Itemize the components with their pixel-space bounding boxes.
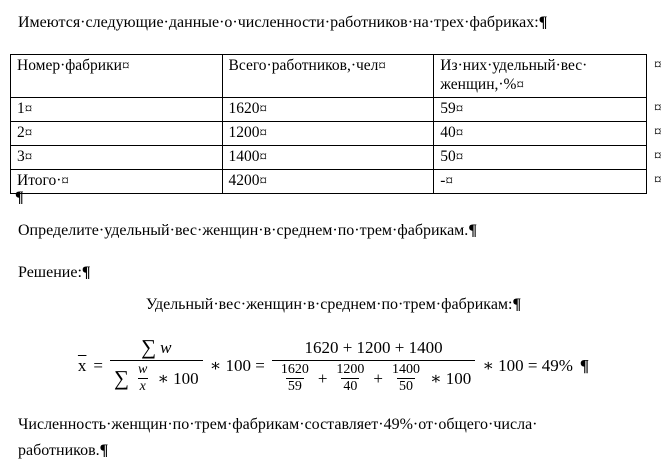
pilcrow-mark: ¶	[538, 14, 548, 31]
cell-end-mark: ¤	[259, 173, 268, 189]
times-100-equals: ∗ 100 =	[209, 356, 265, 376]
header-text-line1: Из·них·удельный·вес·	[440, 57, 588, 74]
cell-total-workers	[222, 98, 434, 122]
numeric-fraction	[272, 337, 476, 394]
fraction-numerator: 1400	[392, 361, 420, 377]
cell-text: 3	[17, 148, 25, 165]
row-end-symbol: ¤	[654, 123, 662, 140]
fraction-denominator: 40	[343, 378, 358, 394]
table-header-row	[11, 55, 667, 98]
pilcrow-mark: ¶	[468, 222, 477, 239]
fraction-numerator: 1620	[280, 361, 309, 377]
cell-text: 1	[17, 100, 25, 117]
header-cell-factory-number	[11, 55, 223, 98]
header-cell-women-share	[434, 55, 647, 98]
pilcrow-mark: ¶	[81, 264, 91, 281]
cell-factory-number	[11, 146, 223, 170]
table-row-factory-1	[11, 98, 667, 122]
row-end-symbol: ¤	[654, 147, 662, 164]
fraction-1400-50	[390, 362, 422, 395]
workers-table-container	[10, 54, 667, 194]
cell-end-mark: ¤	[445, 173, 453, 189]
row-end-mark	[647, 98, 667, 122]
header-text-line2: женщин,·%	[440, 76, 517, 93]
cell-end-mark: ¤	[516, 77, 524, 93]
conclusion-line1: Численность·женщин·по·трем·фабрикам·составляет·49%·от·общего·числа·	[18, 416, 538, 433]
plus-sign: +	[373, 368, 383, 388]
conclusion-paragraph	[18, 412, 538, 464]
header-text: Всего·работников,·чел	[228, 57, 379, 74]
row-end-symbol: ¤	[654, 56, 662, 73]
cell-end-mark: ¤	[259, 149, 268, 165]
cell-women-share	[434, 98, 647, 122]
workers-table	[10, 54, 667, 194]
solution-label-text: Решение:	[18, 264, 82, 281]
symbolic-fraction	[110, 337, 203, 394]
conclusion-line2: работников.	[18, 442, 100, 459]
pilcrow-mark: ¶	[99, 442, 109, 459]
cell-end-mark: ¤	[259, 101, 268, 117]
formula	[0, 329, 667, 403]
fraction-1620-59	[279, 362, 311, 395]
sum-icon: ∑	[114, 365, 129, 390]
intro-paragraph	[18, 13, 547, 32]
cell-text: 40	[440, 124, 456, 141]
cell-text: 1620	[228, 100, 260, 117]
table-row-factory-3	[11, 146, 667, 170]
var-w: w	[138, 361, 148, 377]
fraction-numerator: 1200	[336, 361, 365, 377]
cell-factory-number	[11, 98, 223, 122]
cell-text: 59	[440, 100, 456, 117]
cell-total-workers	[222, 146, 434, 170]
solution-label-paragraph	[18, 263, 91, 282]
row-end-mark	[647, 122, 667, 146]
header-cell-total-workers	[222, 55, 434, 98]
fraction-1200-40	[334, 362, 366, 395]
solution-heading-text: Удельный·вес·женщин·в·среднем·по·трем·фабрикам:	[145, 296, 513, 313]
task-paragraph	[18, 221, 477, 240]
times-100: ∗ 100	[430, 368, 472, 388]
task-text: Определите·удельный·вес·женщин·в·среднем·по·трем·фабрикам.	[18, 222, 469, 239]
cell-total-workers	[222, 170, 434, 194]
cell-women-share	[434, 122, 647, 146]
cell-text: 1200	[228, 124, 260, 141]
w-over-x-fraction	[136, 362, 149, 395]
symbolic-denominator	[110, 360, 203, 395]
cell-end-mark: ¤	[24, 149, 33, 165]
table-row-factory-2	[11, 122, 667, 146]
times-100: ∗ 100	[157, 368, 199, 388]
numeric-denominator	[272, 360, 476, 395]
cell-text: 1400	[228, 148, 260, 165]
cell-total-label	[11, 170, 223, 194]
empty-paragraph	[15, 188, 24, 207]
var-x: x	[139, 378, 146, 394]
equals-sign: =	[93, 356, 104, 376]
fraction-denominator: 59	[287, 378, 302, 394]
cell-end-mark: ¤	[24, 101, 33, 117]
cell-women-share	[434, 146, 647, 170]
row-end-mark	[647, 170, 667, 194]
row-end-symbol: ¤	[654, 171, 662, 188]
sum-icon: ∑	[141, 335, 157, 360]
solution-heading-paragraph	[0, 295, 667, 314]
row-end-mark	[647, 55, 667, 98]
result-text: ∗ 100 = 49%	[482, 356, 573, 376]
cell-end-mark: ¤	[121, 58, 130, 74]
intro-text: Имеются·следующие·данные·о·численности·работников·на·трех·фабриках:	[18, 14, 539, 31]
cell-text: Итого·	[17, 172, 62, 189]
fraction-denominator: 50	[399, 378, 413, 394]
cell-text: 50	[440, 148, 456, 165]
cell-end-mark: ¤	[455, 125, 464, 141]
header-text: Номер·фабрики	[17, 57, 122, 74]
row-end-mark	[647, 146, 667, 170]
cell-end-mark: ¤	[455, 101, 464, 117]
cell-total-workers	[222, 122, 434, 146]
xbar-symbol: $\overline{x}$	[77, 356, 87, 376]
pilcrow-mark: ¶	[512, 296, 522, 313]
pilcrow-mark: ¶	[579, 356, 590, 376]
numeric-numerator: 1620 + 1200 + 1400	[304, 338, 443, 358]
pilcrow-mark: ¶	[15, 189, 24, 206]
plus-sign: +	[317, 368, 328, 388]
cell-text: 4200	[228, 172, 260, 189]
cell-text: 2	[17, 124, 25, 141]
cell-factory-number	[11, 122, 223, 146]
cell-end-mark: ¤	[259, 125, 268, 141]
cell-end-mark: ¤	[455, 149, 464, 165]
symbolic-numerator	[137, 337, 175, 359]
cell-end-mark: ¤	[24, 125, 33, 141]
cell-text: -	[440, 172, 446, 189]
var-w: w	[160, 338, 172, 358]
table-row-total	[11, 170, 667, 194]
cell-end-mark: ¤	[378, 58, 386, 74]
cell-women-share	[434, 170, 647, 194]
row-end-symbol: ¤	[654, 99, 662, 116]
cell-end-mark: ¤	[61, 173, 69, 189]
